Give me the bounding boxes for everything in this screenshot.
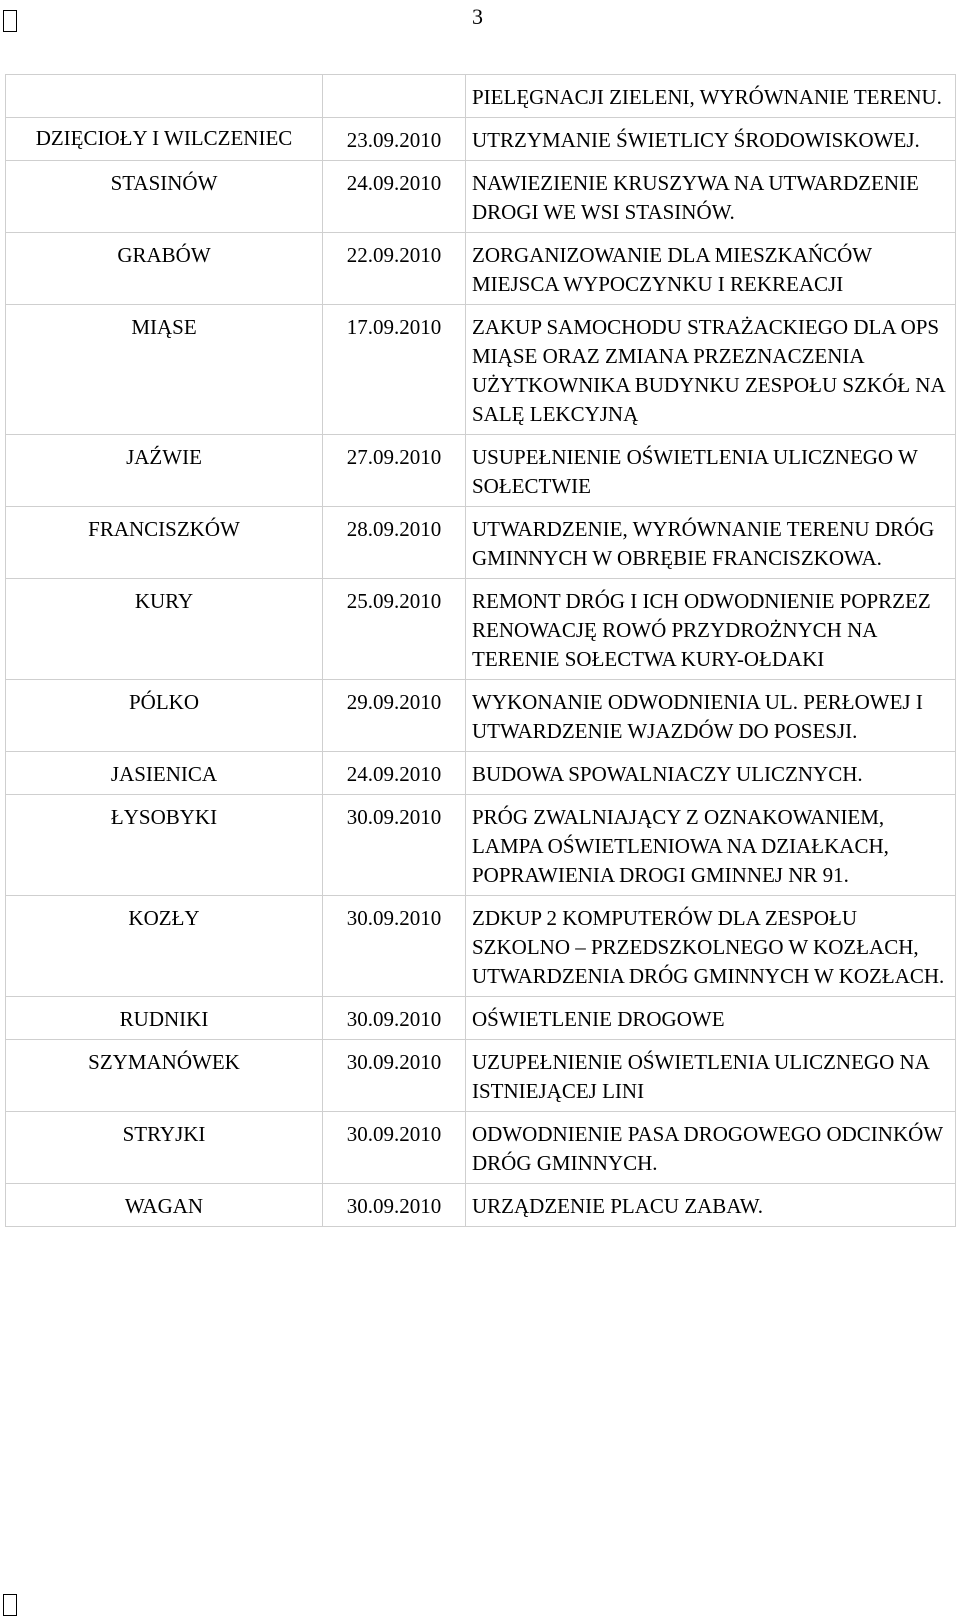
table-row xyxy=(6,233,956,305)
date-cell: 25.09.2010 xyxy=(323,579,466,680)
village-cell: ŁYSOBYKI xyxy=(6,795,323,896)
table-row xyxy=(6,579,956,680)
village-cell: KURY xyxy=(6,579,323,680)
village-cell: RUDNIKI xyxy=(6,997,323,1040)
table-row xyxy=(6,896,956,997)
table-row xyxy=(6,997,956,1040)
description-cell: PIELĘGNACJI ZIELENI, WYRÓWNANIE TERENU. xyxy=(466,75,956,118)
village-cell: MIĄSE xyxy=(6,305,323,435)
table-row xyxy=(6,1184,956,1227)
village-cell: FRANCISZKÓW xyxy=(6,507,323,579)
table-row xyxy=(6,305,956,435)
description-cell: UZUPEŁNIENIE OŚWIETLENIA ULICZNEGO NA ISTNIEJĄCEJ LINI xyxy=(466,1040,956,1112)
page-marker-icon xyxy=(3,1594,17,1616)
page-marker-icon xyxy=(3,10,17,32)
description-cell: ZAKUP SAMOCHODU STRAŻACKIEGO DLA OPS MIĄSE ORAZ ZMIANA PRZEZNACZENIA UŻYTKOWNIKA BUDYNKU ZESPOŁU SZKÓŁ NA SALĘ LEKCYJNĄ xyxy=(466,305,956,435)
village-cell xyxy=(6,118,323,161)
table-row xyxy=(6,435,956,507)
village-cell xyxy=(6,75,323,118)
village-cell: GRABÓW xyxy=(6,233,323,305)
village-cell: STRYJKI xyxy=(6,1112,323,1184)
village-cell: WAGAN xyxy=(6,1184,323,1227)
description-cell: ODWODNIENIE PASA DROGOWEGO ODCINKÓW DRÓG GMINNYCH. xyxy=(466,1112,956,1184)
table-row xyxy=(6,507,956,579)
date-cell: 17.09.2010 xyxy=(323,305,466,435)
date-cell: 28.09.2010 xyxy=(323,507,466,579)
village-cell: SZYMANÓWEK xyxy=(6,1040,323,1112)
records-table xyxy=(5,74,956,1227)
table-row xyxy=(6,75,956,118)
description-cell: NAWIEZIENIE KRUSZYWA NA UTWARDZENIE DROGI WE WSI STASINÓW. xyxy=(466,161,956,233)
table-row xyxy=(6,680,956,752)
date-cell: 30.09.2010 xyxy=(323,896,466,997)
date-cell: 30.09.2010 xyxy=(323,1112,466,1184)
date-cell: 24.09.2010 xyxy=(323,752,466,795)
table-row xyxy=(6,795,956,896)
table-row xyxy=(6,1040,956,1112)
table-row xyxy=(6,752,956,795)
village-cell: JASIENICA xyxy=(6,752,323,795)
description-cell: WYKONANIE ODWODNIENIA UL. PERŁOWEJ I UTWARDZENIE WJAZDÓW DO POSESJI. xyxy=(466,680,956,752)
date-cell: 23.09.2010 xyxy=(323,118,466,161)
table-row xyxy=(6,161,956,233)
description-cell: UTRZYMANIE ŚWIETLICY ŚRODOWISKOWEJ. xyxy=(466,118,956,161)
date-cell: 30.09.2010 xyxy=(323,795,466,896)
date-cell: 30.09.2010 xyxy=(323,997,466,1040)
description-cell: BUDOWA SPOWALNIACZY ULICZNYCH. xyxy=(466,752,956,795)
date-cell: 30.09.2010 xyxy=(323,1040,466,1112)
description-cell: ZDKUP 2 KOMPUTERÓW DLA ZESPOŁU SZKOLNO – PRZEDSZKOLNEGO W KOZŁACH, UTWARDZENIA DRÓG GMINNYCH W KOZŁACH. xyxy=(466,896,956,997)
description-cell: URZĄDZENIE PLACU ZABAW. xyxy=(466,1184,956,1227)
village-name: DZIĘCIOŁY I WILCZENIEC xyxy=(35,126,293,150)
description-cell: USUPEŁNIENIE OŚWIETLENIA ULICZNEGO W SOŁECTWIE xyxy=(466,435,956,507)
village-cell: PÓLKO xyxy=(6,680,323,752)
page-number: 3 xyxy=(472,4,483,29)
description-cell: OŚWIETLENIE DROGOWE xyxy=(466,997,956,1040)
description-cell: UTWARDZENIE, WYRÓWNANIE TERENU DRÓG GMINNYCH W OBRĘBIE FRANCISZKOWA. xyxy=(466,507,956,579)
date-cell: 22.09.2010 xyxy=(323,233,466,305)
date-cell xyxy=(323,75,466,118)
table-row xyxy=(6,1112,956,1184)
date-cell: 29.09.2010 xyxy=(323,680,466,752)
table-row xyxy=(6,118,956,161)
description-cell: PRÓG ZWALNIAJĄCY Z OZNAKOWANIEM, LAMPA OŚWIETLENIOWA NA DZIAŁKACH, POPRAWIENIA DROGI GMINNEJ NR 91. xyxy=(466,795,956,896)
date-cell: 24.09.2010 xyxy=(323,161,466,233)
date-cell: 30.09.2010 xyxy=(323,1184,466,1227)
village-cell: KOZŁY xyxy=(6,896,323,997)
description-cell: ZORGANIZOWANIE DLA MIESZKAŃCÓW MIEJSCA WYPOCZYNKU I REKREACJI xyxy=(466,233,956,305)
description-cell: REMONT DRÓG I ICH ODWODNIENIE POPRZEZ RENOWACJĘ ROWÓ PRZYDROŻNYCH NA TERENIE SOŁECTWA KURY-OŁDAKI xyxy=(466,579,956,680)
village-cell: STASINÓW xyxy=(6,161,323,233)
date-cell: 27.09.2010 xyxy=(323,435,466,507)
village-cell: JAŹWIE xyxy=(6,435,323,507)
